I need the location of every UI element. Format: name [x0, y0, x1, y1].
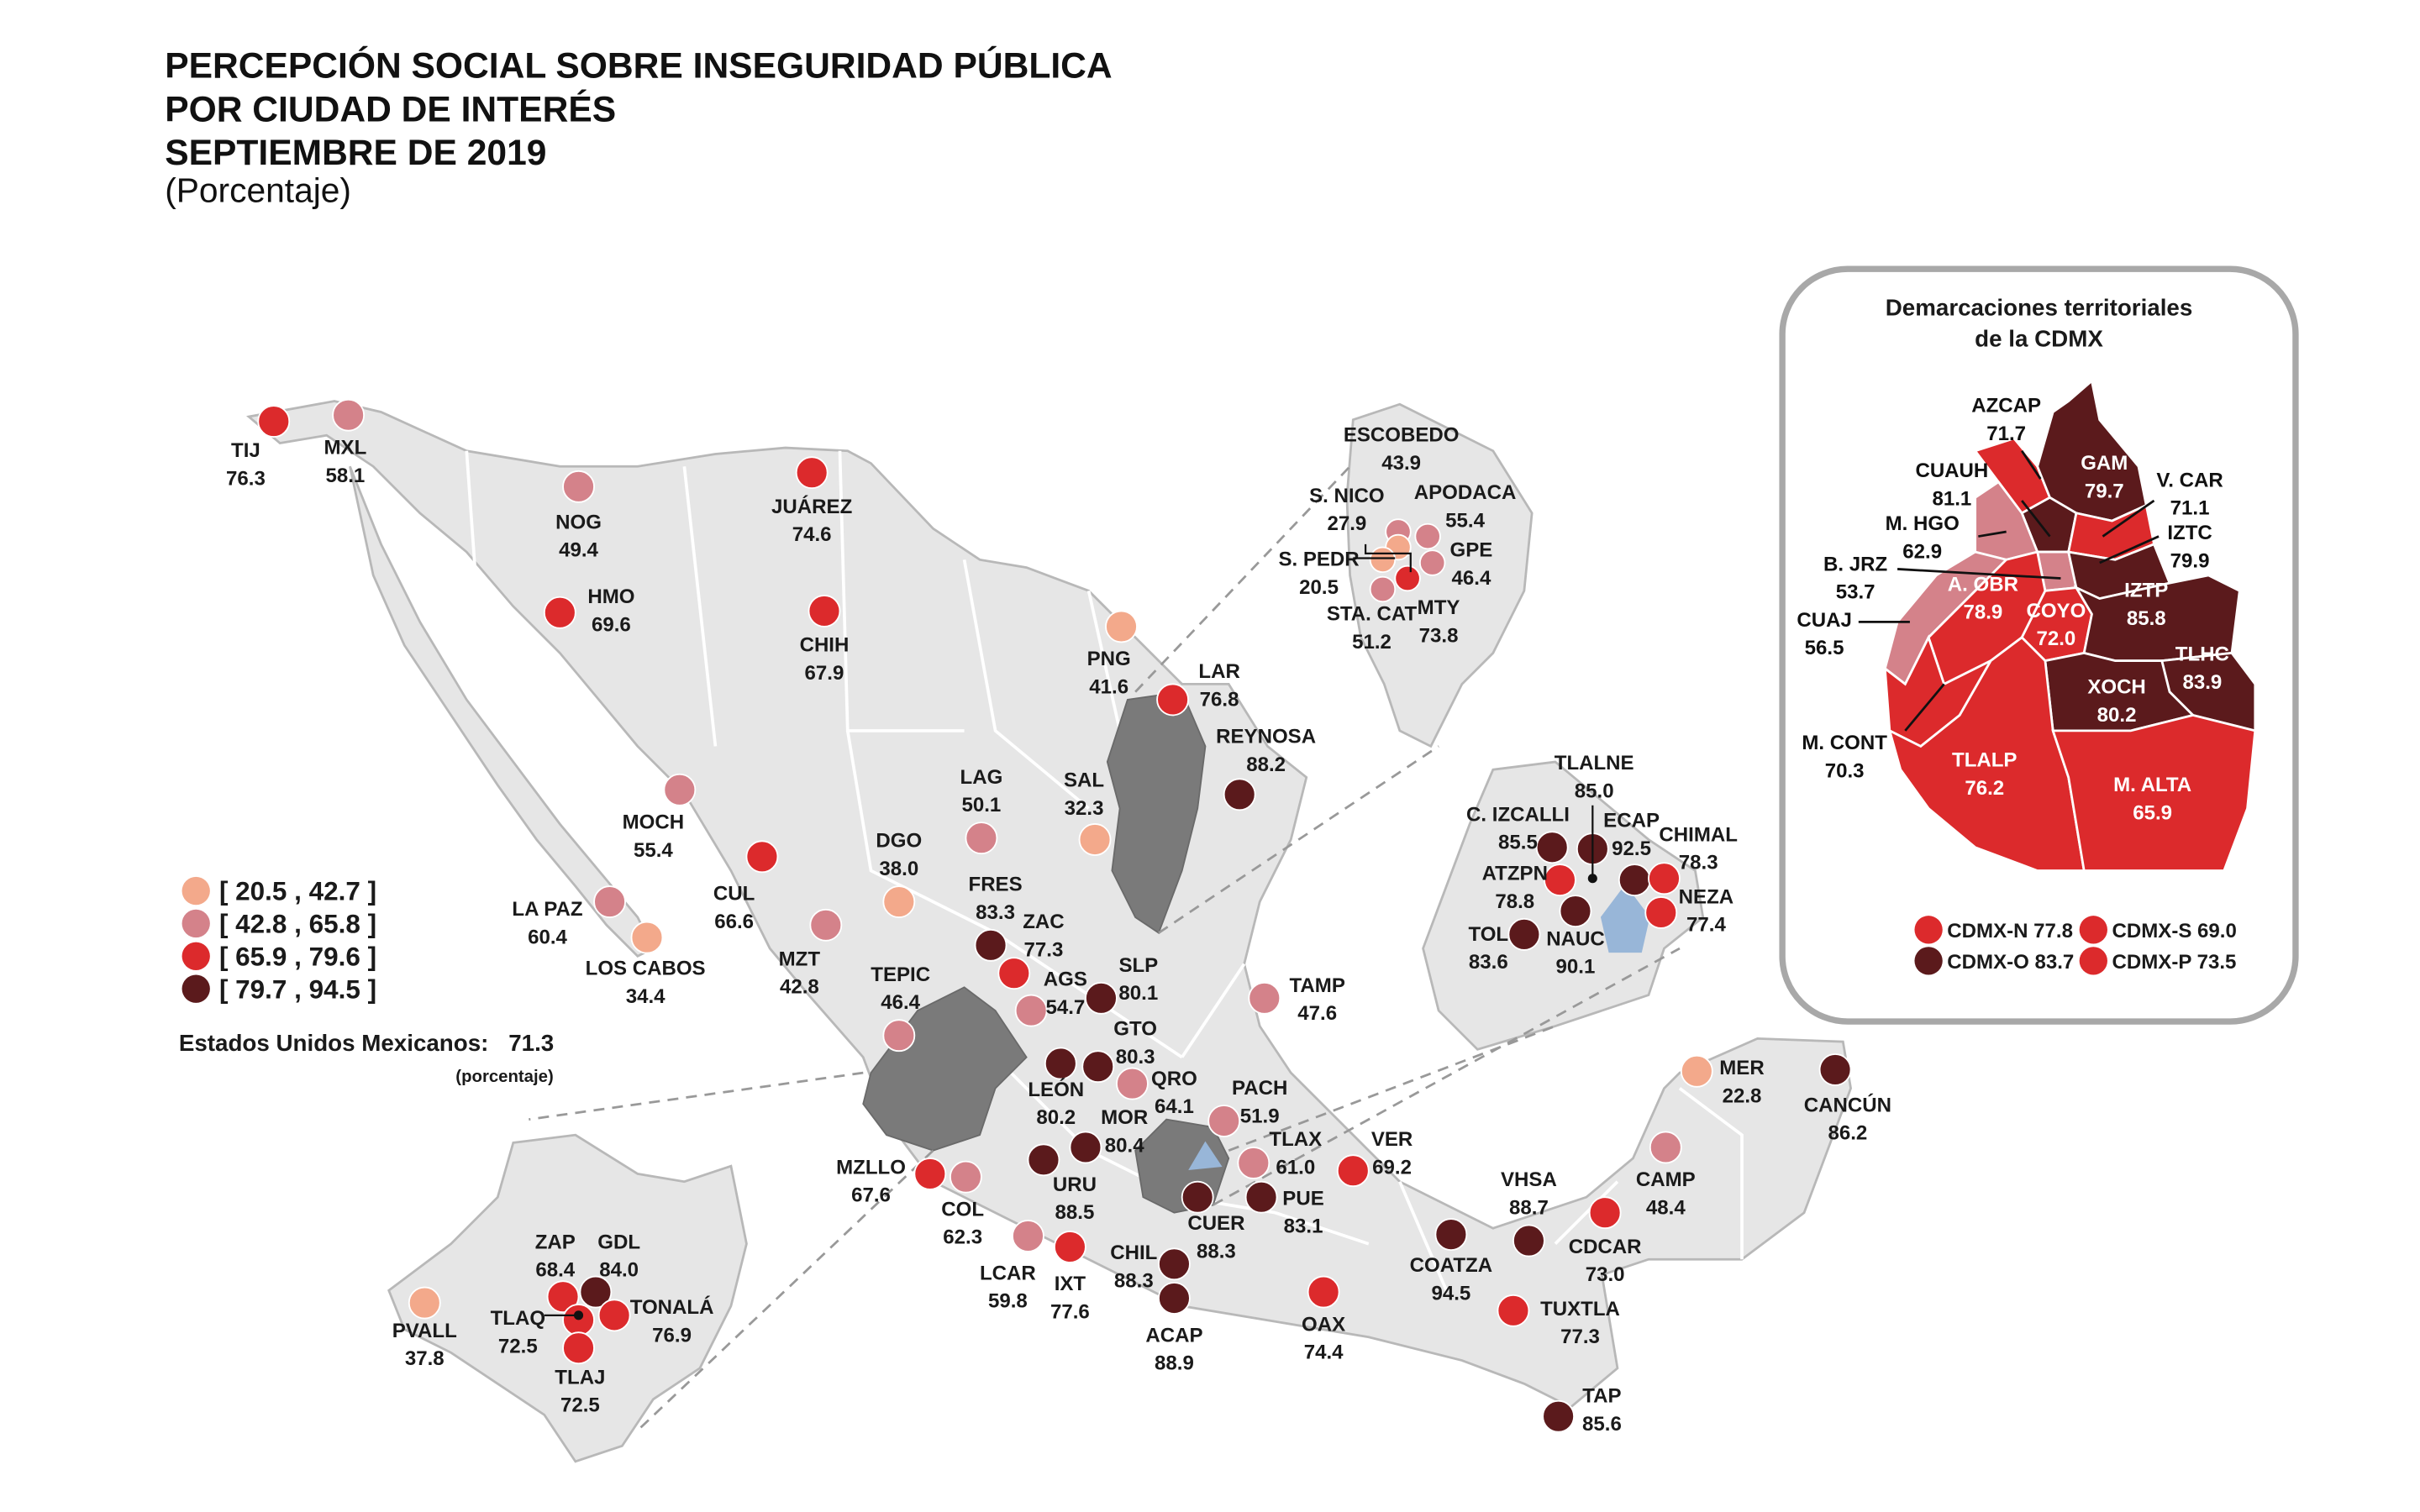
marker-tap — [1543, 1401, 1574, 1432]
label-acap: ACAP — [1145, 1324, 1203, 1347]
title-line-1: PERCEPCIÓN SOCIAL SOBRE INSEGURIDAD PÚBLICA — [165, 45, 1113, 86]
cdmx-value-azcap: 71.7 — [1986, 422, 2027, 445]
value-pach: 51.9 — [1239, 1105, 1280, 1128]
marker-gpe — [1420, 550, 1445, 575]
marker-mty — [1395, 566, 1420, 591]
value-tlalne: 85.0 — [1574, 780, 1614, 803]
label-qro: QRO — [1151, 1067, 1197, 1090]
cdmx-label-iztp: IZTP — [2124, 579, 2169, 602]
value-cancun: 86.2 — [1828, 1121, 1868, 1145]
marker-hmo — [544, 597, 576, 628]
marker-ixt — [1055, 1231, 1086, 1263]
label-fres: FRES — [968, 873, 1023, 896]
label-png: PNG — [1086, 648, 1131, 671]
label-mor: MOR — [1101, 1106, 1149, 1130]
value-chil: 88.3 — [1113, 1269, 1154, 1293]
legend-range-2: [ 42.8 , 65.8 ] — [218, 909, 377, 939]
label-c-izcalli: C. IZCALLI — [1466, 803, 1570, 827]
national-value: 71.3 — [508, 1030, 555, 1057]
cdmx-value-b-jrz: 53.7 — [1835, 580, 1876, 604]
value-uru: 88.5 — [1055, 1201, 1095, 1225]
label-neza: NEZA — [1678, 885, 1734, 909]
label-tij: TIJ — [231, 439, 260, 463]
map-subtitle: (Porcentaje) — [165, 171, 352, 210]
label-moch: MOCH — [622, 811, 685, 834]
label-tlaj: TLAJ — [555, 1366, 606, 1389]
title-line-3: SEPTIEMBRE DE 2019 — [165, 132, 547, 173]
marker-cdcar — [1590, 1197, 1621, 1228]
marker-qro — [1117, 1068, 1148, 1100]
label-cdcar: CDCAR — [1568, 1235, 1642, 1258]
marker-los-cabos — [631, 922, 662, 953]
cdmx-value-a-obr: 78.9 — [1963, 601, 2003, 624]
legend-range-4: [ 79.7 , 94.5 ] — [218, 974, 377, 1005]
value-tuxtla: 77.3 — [1560, 1326, 1600, 1349]
cdmx-value-coyo: 72.0 — [2036, 627, 2076, 651]
value-los-cabos: 34.4 — [625, 984, 666, 1008]
zone-swatch-2 — [2080, 916, 2107, 943]
value-tij: 76.3 — [226, 467, 266, 491]
marker-chil — [1159, 1248, 1190, 1279]
marker-nauc — [1560, 895, 1591, 927]
marker-ecap — [1619, 864, 1650, 895]
label-ecap: ECAP — [1603, 809, 1660, 832]
value-png: 41.6 — [1089, 675, 1129, 699]
cdmx-label-tlhc: TLHC — [2175, 643, 2229, 666]
label-apodaca: APODACA — [1413, 481, 1517, 505]
label-tap: TAP — [1582, 1384, 1622, 1408]
marker-oax — [1308, 1277, 1339, 1308]
marker-uru — [1028, 1144, 1059, 1175]
label-ixt: IXT — [1054, 1273, 1086, 1296]
value-pvall: 37.8 — [404, 1347, 445, 1371]
cdmx-value-m-hgo: 62.9 — [1902, 540, 1943, 564]
label-nauc: NAUC — [1546, 927, 1605, 951]
value-lcar: 59.8 — [987, 1289, 1028, 1313]
marker-sta-cat — [1370, 577, 1396, 602]
marker-tlaj — [563, 1332, 594, 1363]
label-ver: VER — [1370, 1128, 1413, 1152]
value-camp: 48.4 — [1645, 1196, 1686, 1220]
cdmx-value-gam: 79.7 — [2084, 480, 2124, 503]
value-vhsa: 88.7 — [1509, 1196, 1549, 1220]
value-oax: 74.4 — [1303, 1341, 1344, 1364]
marker-nog — [563, 471, 594, 502]
value-tlax: 61.0 — [1276, 1156, 1316, 1179]
cdmx-value-xoch: 80.2 — [2096, 703, 2137, 727]
marker-cuer — [1182, 1182, 1213, 1213]
cdmx-value-cuaj: 56.5 — [1804, 637, 1844, 660]
value-tonala: 76.9 — [652, 1324, 692, 1347]
marker-mzt — [810, 910, 841, 941]
label-lag: LAG — [960, 765, 1003, 789]
value-tap: 85.6 — [1582, 1412, 1622, 1436]
cdmx-title-2: de la CDMX — [1975, 325, 2103, 352]
value-qro: 64.1 — [1155, 1095, 1194, 1119]
label-camp: CAMP — [1635, 1168, 1696, 1192]
value-leon: 80.2 — [1036, 1106, 1076, 1130]
label-tol: TOL — [1468, 922, 1509, 946]
label-gpe: GPE — [1449, 538, 1493, 562]
marker-la-paz — [594, 886, 625, 917]
marker-moch — [664, 774, 695, 806]
marker-cancun — [1820, 1054, 1851, 1085]
label-los-cabos: LOS CABOS — [585, 957, 706, 980]
marker-tlax — [1238, 1147, 1269, 1179]
value-ags: 54.7 — [1045, 995, 1086, 1019]
value-mzt: 42.8 — [779, 975, 819, 999]
value-gpe: 46.4 — [1451, 566, 1491, 590]
marker-tepic — [883, 1020, 914, 1051]
value-gto: 80.3 — [1115, 1046, 1155, 1069]
marker-acap — [1159, 1283, 1190, 1314]
cdmx-label-azcap: AZCAP — [1971, 394, 2042, 417]
value-gdl: 84.0 — [599, 1258, 639, 1282]
cdmx-value-m-cont: 70.3 — [1824, 759, 1865, 783]
marker-mer — [1681, 1056, 1712, 1087]
cdmx-value-cuauh: 81.1 — [1932, 487, 1972, 511]
national-unit: (porcentaje) — [455, 1068, 554, 1087]
value-lag: 50.1 — [961, 794, 1002, 817]
marker-zac — [998, 958, 1029, 989]
value-atzpn: 78.8 — [1495, 890, 1535, 913]
marker-ags — [1016, 995, 1047, 1026]
label-mzt: MZT — [778, 948, 821, 971]
marker-dgo — [883, 886, 914, 917]
marker-juarez — [797, 457, 828, 488]
zone-label-3: CDMX-O 83.7 — [1947, 951, 2075, 974]
label-cancun: CANCÚN — [1803, 1094, 1891, 1117]
label-mer: MER — [1719, 1056, 1765, 1079]
label-pvall: PVALL — [392, 1319, 457, 1342]
value-escobedo: 43.9 — [1381, 451, 1422, 475]
label-tlaq: TLAQ — [490, 1306, 546, 1330]
national-label: Estados Unidos Mexicanos: — [178, 1030, 489, 1057]
marker-reynosa — [1224, 779, 1255, 810]
marker-camp — [1650, 1131, 1681, 1163]
legend-swatch-3 — [182, 942, 210, 970]
marker-mxl — [333, 400, 364, 431]
zone-label-4: CDMX-P 73.5 — [2112, 951, 2237, 974]
marker-mzllo — [914, 1158, 945, 1189]
value-cuer: 88.3 — [1196, 1240, 1236, 1263]
label-lcar: LCAR — [979, 1262, 1036, 1285]
value-ixt: 77.6 — [1050, 1300, 1090, 1324]
label-sta-cat: STA. CAT — [1326, 602, 1418, 626]
cdmx-label-m-hgo: M. HGO — [1885, 512, 1960, 536]
value-coatza: 94.5 — [1431, 1282, 1471, 1305]
marker-gto — [1082, 1051, 1113, 1082]
label-cul: CUL — [713, 882, 755, 906]
marker-lar — [1157, 684, 1188, 715]
label-tepic: TEPIC — [871, 963, 931, 986]
value-acap: 88.9 — [1155, 1352, 1194, 1375]
value-pue: 83.1 — [1283, 1215, 1323, 1238]
value-mzllo: 67.6 — [851, 1184, 891, 1207]
cdmx-label-coyo: COYO — [2026, 599, 2086, 622]
value-ecap: 92.5 — [1612, 837, 1652, 860]
value-apodaca: 55.4 — [1445, 509, 1485, 533]
legend-swatch-2 — [182, 910, 210, 937]
cdmx-title-1: Demarcaciones territoriales — [1885, 294, 2193, 321]
marker-ver — [1338, 1155, 1369, 1186]
label-ags: AGS — [1043, 968, 1087, 991]
legend-swatch-4 — [182, 975, 210, 1003]
cdmx-label-v-car: V. CAR — [2156, 469, 2223, 492]
marker-mor — [1070, 1131, 1101, 1163]
label-pue: PUE — [1282, 1187, 1324, 1210]
legend-range-1: [ 20.5 , 42.7 ] — [218, 876, 377, 906]
legend-swatch-1 — [182, 877, 210, 905]
gdl-leader-dot — [574, 1310, 583, 1320]
marker-chimal — [1649, 863, 1680, 894]
value-reynosa: 88.2 — [1246, 753, 1286, 777]
marker-tij — [258, 406, 289, 437]
label-reynosa: REYNOSA — [1216, 725, 1317, 748]
value-la-paz: 60.4 — [528, 926, 567, 949]
label-zap: ZAP — [534, 1231, 576, 1254]
label-tamp: TAMP — [1289, 974, 1345, 997]
marker-leon — [1045, 1048, 1076, 1079]
marker-chih — [808, 596, 839, 627]
value-col: 62.3 — [943, 1226, 983, 1249]
marker-tamp — [1249, 983, 1280, 1014]
marker-cul — [746, 841, 777, 872]
value-cul: 66.6 — [714, 910, 755, 933]
label-tonala: TONALÁ — [629, 1296, 714, 1320]
value-mxl: 58.1 — [325, 464, 366, 487]
cdmx-value-m-alta: 65.9 — [2133, 801, 2173, 825]
label-col: COL — [941, 1198, 985, 1221]
value-tlaq: 72.5 — [497, 1335, 538, 1358]
value-s-pedr: 20.5 — [1299, 576, 1339, 600]
label-gto: GTO — [1113, 1017, 1157, 1041]
marker-pue — [1246, 1182, 1277, 1213]
value-c-izcalli: 85.5 — [1498, 831, 1538, 854]
label-pach: PACH — [1232, 1077, 1288, 1100]
label-sal: SAL — [1064, 769, 1105, 792]
cdmx-label-tlalp: TLALP — [1952, 748, 2018, 772]
value-cdcar: 73.0 — [1585, 1263, 1625, 1287]
legend-range-3: [ 65.9 , 79.6 ] — [218, 942, 377, 972]
label-chih: CHIH — [799, 633, 850, 657]
zone-swatch-4 — [2080, 947, 2107, 974]
label-leon: LEÓN — [1028, 1078, 1085, 1101]
cdmx-value-v-car: 71.1 — [2170, 496, 2210, 520]
marker-fres — [976, 930, 1007, 961]
value-tol: 83.6 — [1468, 951, 1508, 974]
label-tlax: TLAX — [1269, 1128, 1323, 1152]
label-nog: NOG — [555, 511, 602, 534]
marker-png — [1106, 611, 1137, 642]
value-mor: 80.4 — [1104, 1134, 1144, 1158]
value-ver: 69.2 — [1372, 1156, 1412, 1179]
value-nauc: 90.1 — [1555, 955, 1596, 979]
marker-coatza — [1435, 1219, 1466, 1250]
cdmx-value-iztc: 79.9 — [2170, 549, 2210, 573]
marker-slp — [1086, 983, 1117, 1014]
value-s-nico: 27.9 — [1327, 512, 1367, 536]
label-juarez: JUÁREZ — [771, 495, 853, 518]
inset-monterrey-shape — [1347, 404, 1532, 746]
value-tlaj: 72.5 — [560, 1394, 600, 1417]
cdmx-value-iztp: 85.8 — [2126, 607, 2166, 631]
mex-leader-dot — [1588, 874, 1597, 883]
value-sta-cat: 51.2 — [1352, 630, 1392, 654]
marker-pvall — [409, 1288, 440, 1319]
zone-swatch-3 — [1914, 947, 1942, 974]
marker-atzpn — [1544, 864, 1576, 895]
label-atzpn: ATZPN — [1481, 862, 1548, 885]
label-mzllo: MZLLO — [836, 1156, 906, 1179]
value-moch: 55.4 — [633, 838, 673, 862]
label-chil: CHIL — [1110, 1242, 1158, 1265]
cdmx-label-m-alta: M. ALTA — [2113, 774, 2192, 797]
cdmx-label-gam: GAM — [2081, 451, 2128, 475]
cdmx-label-xoch: XOCH — [2087, 675, 2146, 699]
label-s-pedr: S. PEDR — [1278, 548, 1360, 571]
value-chimal: 78.3 — [1678, 851, 1718, 874]
value-slp: 80.1 — [1118, 982, 1159, 1005]
marker-lag — [965, 822, 997, 853]
label-oax: OAX — [1302, 1313, 1346, 1336]
label-gdl: GDL — [597, 1231, 641, 1254]
value-hmo: 69.6 — [591, 613, 631, 637]
value-lar: 76.8 — [1199, 688, 1239, 711]
label-mxl: MXL — [324, 436, 367, 459]
cdmx-panel — [1782, 269, 2296, 1021]
label-escobedo: ESCOBEDO — [1343, 423, 1460, 447]
value-mty: 73.8 — [1418, 624, 1459, 648]
cdmx-label-b-jrz: B. JRZ — [1823, 553, 1888, 576]
label-tlalne: TLALNE — [1554, 752, 1634, 775]
marker-lcar — [1013, 1221, 1044, 1252]
value-tamp: 47.6 — [1297, 1002, 1338, 1026]
label-chimal: CHIMAL — [1659, 823, 1738, 847]
cdmx-label-a-obr: A. OBR — [1947, 573, 2018, 596]
label-coatza: COATZA — [1409, 1254, 1493, 1278]
label-s-nico: S. NICO — [1309, 484, 1385, 507]
value-dgo: 38.0 — [879, 858, 919, 881]
label-tuxtla: TUXTLA — [1540, 1297, 1620, 1320]
value-sal: 32.3 — [1064, 796, 1104, 820]
marker-apodaca — [1415, 524, 1440, 549]
marker-neza — [1645, 897, 1676, 928]
marker-sal — [1080, 824, 1111, 855]
marker-tuxtla — [1497, 1295, 1528, 1326]
value-fres: 83.3 — [976, 900, 1015, 924]
cdmx-label-iztc: IZTC — [2167, 522, 2212, 545]
label-uru: URU — [1052, 1173, 1097, 1196]
zone-label-2: CDMX-S 69.0 — [2112, 920, 2237, 943]
legend — [182, 877, 376, 1005]
marker-tonala — [599, 1299, 630, 1331]
label-zac: ZAC — [1023, 910, 1065, 933]
value-tepic: 46.4 — [881, 991, 921, 1015]
cdmx-label-m-cont: M. CONT — [1802, 732, 1887, 755]
cdmx-label-cuauh: CUAUH — [1915, 459, 1989, 483]
value-chih: 67.9 — [804, 661, 844, 685]
label-mty: MTY — [1417, 596, 1460, 620]
marker-pach — [1208, 1105, 1239, 1137]
label-la-paz: LA PAZ — [512, 898, 583, 921]
marker-col — [950, 1162, 981, 1193]
value-zac: 77.3 — [1023, 938, 1064, 962]
title-line-2: POR CIUDAD DE INTERÉS — [165, 88, 617, 129]
marker-vhsa — [1513, 1226, 1544, 1257]
value-zap: 68.4 — [535, 1258, 576, 1282]
label-cuer: CUER — [1187, 1212, 1245, 1236]
label-vhsa: VHSA — [1501, 1168, 1557, 1192]
zone-swatch-1 — [1914, 916, 1942, 943]
value-neza: 77.4 — [1686, 913, 1726, 937]
value-mer: 22.8 — [1722, 1084, 1762, 1108]
label-lar: LAR — [1198, 659, 1240, 683]
zone-label-1: CDMX-N 77.8 — [1947, 920, 2073, 943]
marker-s-pedr — [1370, 548, 1396, 573]
marker-tol — [1508, 919, 1539, 950]
cdmx-value-tlhc: 83.9 — [2182, 670, 2223, 694]
label-dgo: DGO — [876, 829, 923, 853]
label-hmo: HMO — [587, 585, 635, 609]
value-juarez: 74.6 — [792, 523, 832, 547]
cdmx-value-tlalp: 76.2 — [1965, 776, 2005, 800]
cdmx-label-cuaj: CUAJ — [1797, 608, 1852, 632]
value-nog: 49.4 — [559, 538, 598, 562]
marker-c-izcalli — [1537, 832, 1568, 863]
label-slp: SLP — [1118, 953, 1159, 977]
